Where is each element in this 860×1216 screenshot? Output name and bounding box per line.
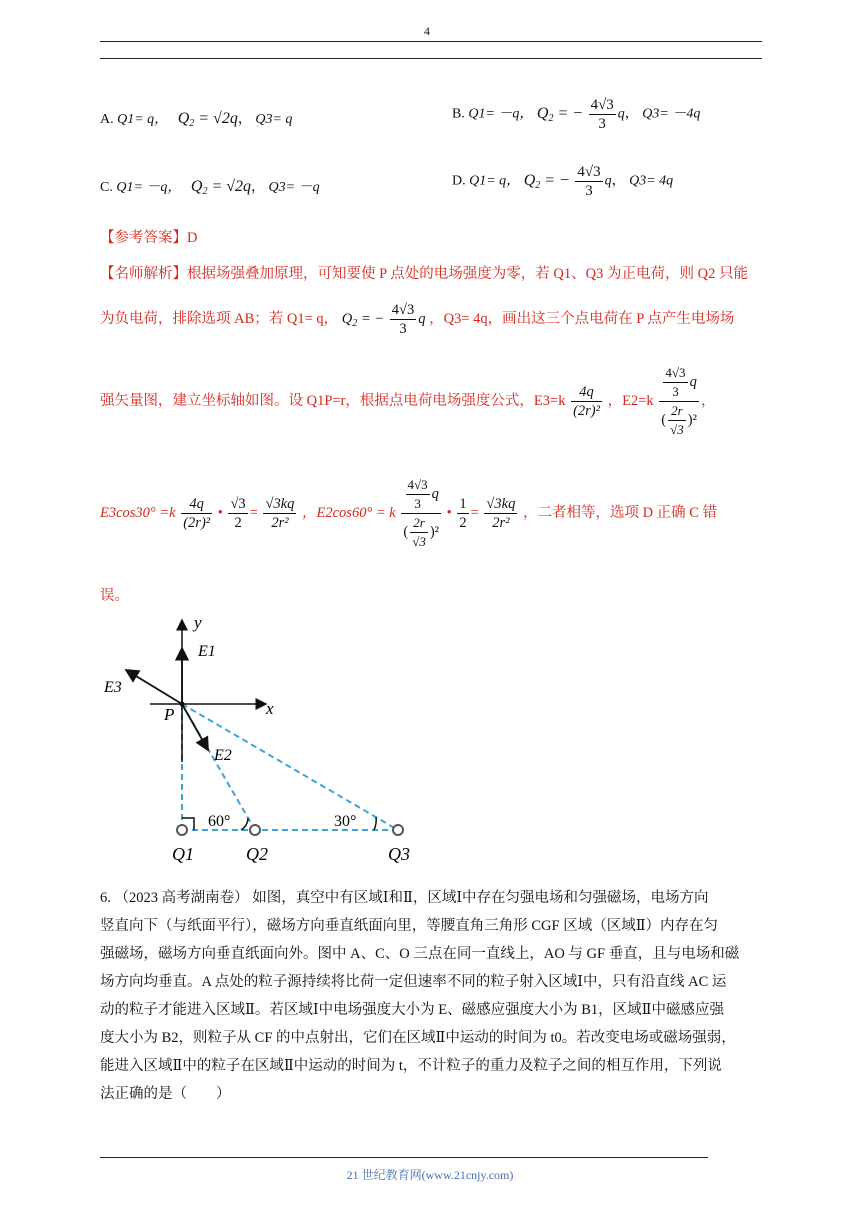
e3-fraction bbox=[571, 383, 602, 420]
option-letter: A. bbox=[100, 112, 114, 127]
fraction-numerator: √3kq bbox=[486, 496, 516, 512]
fraction-numerator: 4q bbox=[181, 495, 212, 514]
y-axis-label: y bbox=[194, 613, 202, 632]
fraction-denominator: 2r² bbox=[492, 515, 510, 531]
fraction-numerator: √3 bbox=[230, 496, 246, 512]
question-6 bbox=[100, 884, 762, 1108]
q2-equation-label: $Q_2$ = − bbox=[341, 310, 385, 329]
charge-q1 bbox=[177, 825, 187, 835]
option-q1: Q1= －q， bbox=[116, 180, 182, 195]
fraction-numerator: 4q bbox=[571, 383, 602, 402]
option-q2-label: $Q_2$ = − bbox=[536, 104, 584, 124]
fraction-numerator bbox=[401, 476, 441, 514]
option-q2-fraction bbox=[589, 96, 616, 133]
fraction-denominator: 2 bbox=[234, 515, 242, 531]
e3-label: E3 bbox=[104, 679, 122, 696]
q3-label: Q3 bbox=[388, 844, 410, 864]
option-q3: Q3= －4q bbox=[642, 106, 701, 122]
option-c: C. Q1= －q， $Q_2 = √2q$， Q3= －q bbox=[100, 178, 320, 197]
angle-arc-30 bbox=[374, 817, 376, 830]
option-q1: Q1= q， bbox=[469, 173, 521, 189]
option-q1: Q1= －q， bbox=[468, 106, 534, 122]
half-fraction bbox=[457, 495, 468, 532]
e3-vector bbox=[126, 670, 182, 704]
question-line: 场方向均垂直。A 点处的粒子源持续将比荷一定但速率不同的粒子射入区域Ⅰ中，只有沿直线 AC 运 bbox=[100, 974, 727, 990]
fraction-numerator bbox=[659, 364, 699, 402]
e2-fraction bbox=[659, 364, 699, 439]
e1-label: E1 bbox=[198, 643, 216, 660]
fraction-numerator: 1 bbox=[459, 496, 467, 512]
fraction-denominator: 3 bbox=[399, 321, 407, 337]
option-q2-label: $Q_2$ = bbox=[190, 178, 227, 197]
fraction-numerator: √3kq bbox=[265, 496, 295, 512]
fraction-denominator: 2 bbox=[459, 515, 467, 531]
inner-den: 3 bbox=[672, 384, 679, 399]
q2-label: Q2 bbox=[246, 844, 268, 864]
analysis-line-1 bbox=[100, 262, 748, 283]
angle-30-label: 30° bbox=[334, 813, 357, 830]
fraction-denominator: 3 bbox=[585, 183, 593, 199]
result-fraction bbox=[484, 495, 517, 532]
option-q2-value: √2q bbox=[226, 178, 252, 195]
option-q3: Q3= －q bbox=[268, 180, 320, 195]
analysis-text: ，二者相等，选项 D 正确 C 错 bbox=[522, 504, 718, 521]
question-line: 动的粒子才能进入区域Ⅱ。若区域Ⅰ中电场强度大小为 E、磁感应强度大小为 B1，区域Ⅱ中磁感应强 bbox=[100, 1002, 724, 1018]
inner-den: 3 bbox=[414, 496, 421, 511]
analysis-text: 根据场强叠加原理，可知要使 P 点处的电场强度为零，若 Q1、Q3 为正电荷，则 Q2 只能 bbox=[187, 266, 748, 282]
x-axis-label: x bbox=[266, 699, 274, 718]
option-q2-label: $Q_2$ = bbox=[177, 110, 214, 129]
question-line: 6. （2023 高考湖南卷） 如图，真空中有区域Ⅰ和Ⅱ，区域Ⅰ中存在匀强电场和匀强磁场，电场方向 bbox=[100, 890, 709, 906]
option-q1: Q1= q， bbox=[117, 112, 169, 127]
question-line: 度大小为 B2，则粒子从 CF 的中点射出，它们在区域Ⅱ中运动的时间为 t0。若改变电场或磁场强弱， bbox=[100, 1030, 736, 1046]
result-fraction bbox=[263, 495, 296, 532]
fraction-numerator: 4√3 bbox=[391, 302, 415, 318]
option-letter: C. bbox=[100, 180, 113, 195]
option-a: A. Q1= q， $Q_2 = √2q$， Q3= q bbox=[100, 110, 293, 129]
option-letter: B. bbox=[452, 106, 465, 122]
reference-answer: 【参考答案】D bbox=[100, 230, 198, 246]
q1-label: Q1 bbox=[172, 844, 194, 864]
fraction-numerator: 4√3 bbox=[577, 164, 601, 180]
e2-label: E2 bbox=[214, 747, 232, 764]
vector-diagram bbox=[90, 612, 430, 874]
question-line: 强磁场，磁场方向垂直纸面向外。图中 A、C、O 三点在同一直线上，AO 与 GF 垂直，且与电场和磁 bbox=[100, 946, 740, 962]
analysis-text: 强矢量图，建立坐标轴如图。设 Q1P=r，根据点电荷电场强度公式，E3=k bbox=[100, 392, 566, 409]
dashed-construction-lines bbox=[182, 704, 398, 830]
inner-num: 2r bbox=[668, 402, 686, 421]
q-symbol: q bbox=[689, 373, 697, 390]
header-rule bbox=[100, 41, 762, 42]
e3-cos-label: E3cos30° =k bbox=[100, 504, 176, 521]
option-q2-fraction bbox=[575, 163, 602, 200]
charge-q3 bbox=[393, 825, 403, 835]
fraction-numerator: 4√3 bbox=[590, 97, 614, 113]
question-line: 竖直向下（与纸面平行），磁场方向垂直纸面向里，等腰直角三角形 CGF 区域（区域Ⅱ）内存在匀 bbox=[100, 918, 719, 934]
e3-fraction bbox=[181, 495, 212, 532]
option-q3: Q3= 4q bbox=[629, 173, 674, 189]
fraction-denominator: ( $\frac{2r}{√3}$ )² bbox=[661, 403, 697, 437]
fraction-denominator: 3 bbox=[598, 116, 606, 132]
analysis-label: 【名师解析】 bbox=[100, 266, 187, 282]
option-b: B. Q1= －q， $Q_2$ = − $\frac{4√3}{3}$ q， Q3= －4q bbox=[452, 97, 701, 132]
option-d: D. Q1= q， $Q_2$ = − $\frac{4√3}{3}$ q， Q3= 4q bbox=[452, 164, 674, 199]
option-q3: Q3= q bbox=[255, 112, 293, 127]
p-label: P bbox=[164, 705, 175, 724]
footer-rule bbox=[100, 1157, 708, 1158]
inner-den: √3 bbox=[412, 534, 426, 549]
point-p bbox=[180, 702, 185, 707]
e2-label: ，E2=k bbox=[607, 392, 654, 409]
angle-arc-60 bbox=[241, 818, 248, 830]
e2-cos-label: ，E2cos60° = k bbox=[302, 504, 396, 521]
q-symbol: q bbox=[431, 485, 439, 502]
header-rule-2 bbox=[100, 58, 762, 59]
page-number: 4 bbox=[424, 24, 430, 38]
q2-fraction bbox=[390, 301, 416, 338]
question-line: 能进入区域Ⅱ中的粒子在区域Ⅱ中运动的时间为 t，不计粒子的重力及粒子之间的相互作用，下列说 bbox=[100, 1058, 722, 1074]
analysis-line-5: 误。 bbox=[100, 588, 129, 604]
inner-num: 2r bbox=[410, 514, 428, 533]
inner-num: 4√3 bbox=[406, 476, 430, 495]
analysis-line-4: E3cos30° =k $\frac{4q}{\text{(2r)²}}$ • $\frac{√3}{2}$ = $\frac{√3kq}{\text{2r²}}$ ，E2cos60° = k $\frac{4√3}{3}$ q ( $\frac{2r}{√3}$ )² • $\frac{1}{2}$ = $\frac{√3kq}{\text{2r²}}$ ，二者相等，选项 D 正确 C 错 bbox=[100, 477, 718, 549]
analysis-text: 为负电荷，排除选项 AB；若 Q1= q， bbox=[100, 310, 339, 327]
option-q2-label: $Q_2$ = − bbox=[523, 171, 570, 191]
fraction-denominator: ( $\frac{2r}{√3}$ )² bbox=[403, 515, 440, 549]
charge-q2 bbox=[250, 825, 260, 835]
analysis-line-3: 强矢量图，建立坐标轴如图。设 Q1P=r，根据点电荷电场强度公式，E3=k $\frac{4q}{\text{(2r)²}}$ ，E2=k $\frac{4√3}{3}$ q ( $\frac{2r}{√3}$ )² ， bbox=[100, 365, 716, 437]
footer-text: 21 世纪教育网(www.21cnjy.com) bbox=[346, 1168, 514, 1182]
angle-60-label: 60° bbox=[208, 813, 231, 830]
fraction-denominator: (2r)² bbox=[183, 515, 211, 531]
option-q2-value: √2q bbox=[213, 110, 238, 127]
fraction-denominator: (2r)² bbox=[573, 403, 600, 419]
fraction-denominator: 2r² bbox=[271, 515, 289, 531]
option-letter: D. bbox=[452, 173, 466, 189]
question-line: 法正确的是（ ） bbox=[100, 1086, 231, 1102]
inner-num: 4√3 bbox=[663, 364, 687, 383]
inner-den: √3 bbox=[670, 422, 684, 437]
sqrt3-over-2-fraction bbox=[228, 495, 247, 532]
e2-fraction bbox=[401, 476, 441, 551]
analysis-text: ，Q3= 4q，画出这三个点电荷在 P 点产生电场场 bbox=[429, 310, 735, 327]
analysis-line-2: 为负电荷，排除选项 AB；若 Q1= q， $Q_2$ = − $\frac{4√3}{3}$ q ，Q3= 4q，画出这三个点电荷在 P 点产生电场场 bbox=[100, 302, 735, 337]
